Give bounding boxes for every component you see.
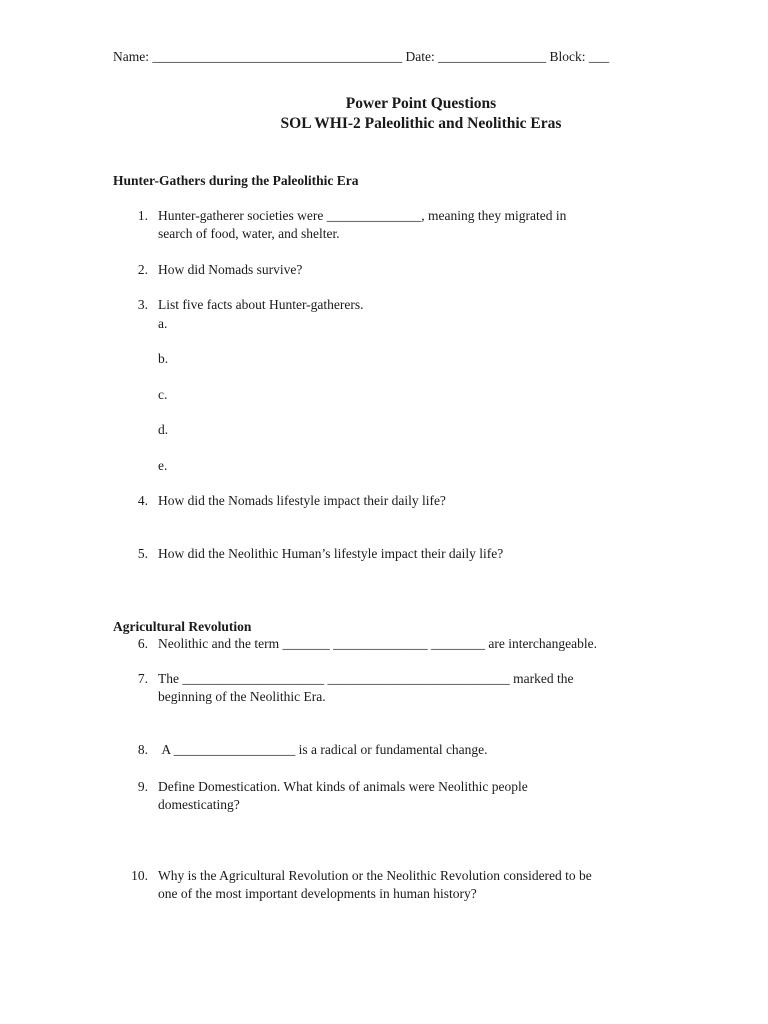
question-number: 6. — [137, 636, 148, 651]
question-text: How did the Neolithic Human’s lifestyle impact their daily life? — [158, 546, 504, 561]
fact-item-e: e. — [158, 458, 168, 473]
fact-item-a: a. — [158, 316, 168, 331]
question-text: A __________________ is a radical or fundamental change. — [158, 742, 488, 757]
question-text: The _____________________ ___________________________ marked the beginning of the Neolithic Era. — [158, 671, 574, 704]
question-text: How did the Nomads lifestyle impact their daily life? — [158, 493, 446, 508]
question-number: 2. — [137, 262, 148, 277]
title-line-1: Power Point Questions — [345, 95, 497, 112]
question-text: List five facts about Hunter-gatherers. — [158, 297, 364, 312]
fact-item-c: c. — [158, 387, 168, 402]
question-number: 5. — [137, 546, 148, 561]
question-number: 9. — [137, 779, 148, 794]
page-title — [0, 94, 768, 134]
fact-item-d: d. — [158, 422, 169, 437]
question-number: 3. — [137, 297, 148, 312]
question-number: 1. — [137, 208, 148, 223]
question-text: Neolithic and the term _______ ______________ ________ are interchangeable. — [158, 636, 598, 651]
question-number: 8. — [137, 742, 148, 757]
question-text: Why is the Agricultural Revolution or the Neolithic Revolution considered to be one of the most important developments in human history? — [158, 868, 592, 901]
title-line-2: SOL WHI-2 Paleolithic and Neolithic Eras — [280, 115, 562, 132]
section-heading-agricultural-revolution: Agricultural Revolution — [113, 619, 252, 634]
name-date-block-line: Name: _____________________________________ Date: ________________ Block: ___ — [113, 49, 610, 64]
question-number: 7. — [137, 671, 148, 686]
fact-item-b: b. — [158, 351, 169, 366]
question-text: Define Domestication. What kinds of animals were Neolithic people domesticating? — [158, 779, 528, 812]
question-number: 4. — [137, 493, 148, 508]
section-heading-paleolithic: Hunter-Gathers during the Paleolithic Era — [113, 173, 359, 188]
question-text: How did Nomads survive? — [158, 262, 303, 277]
question-number: 10. — [131, 868, 148, 883]
question-text: Hunter-gatherer societies were ______________, meaning they migrated in search of food, water, and shelter. — [158, 208, 567, 241]
